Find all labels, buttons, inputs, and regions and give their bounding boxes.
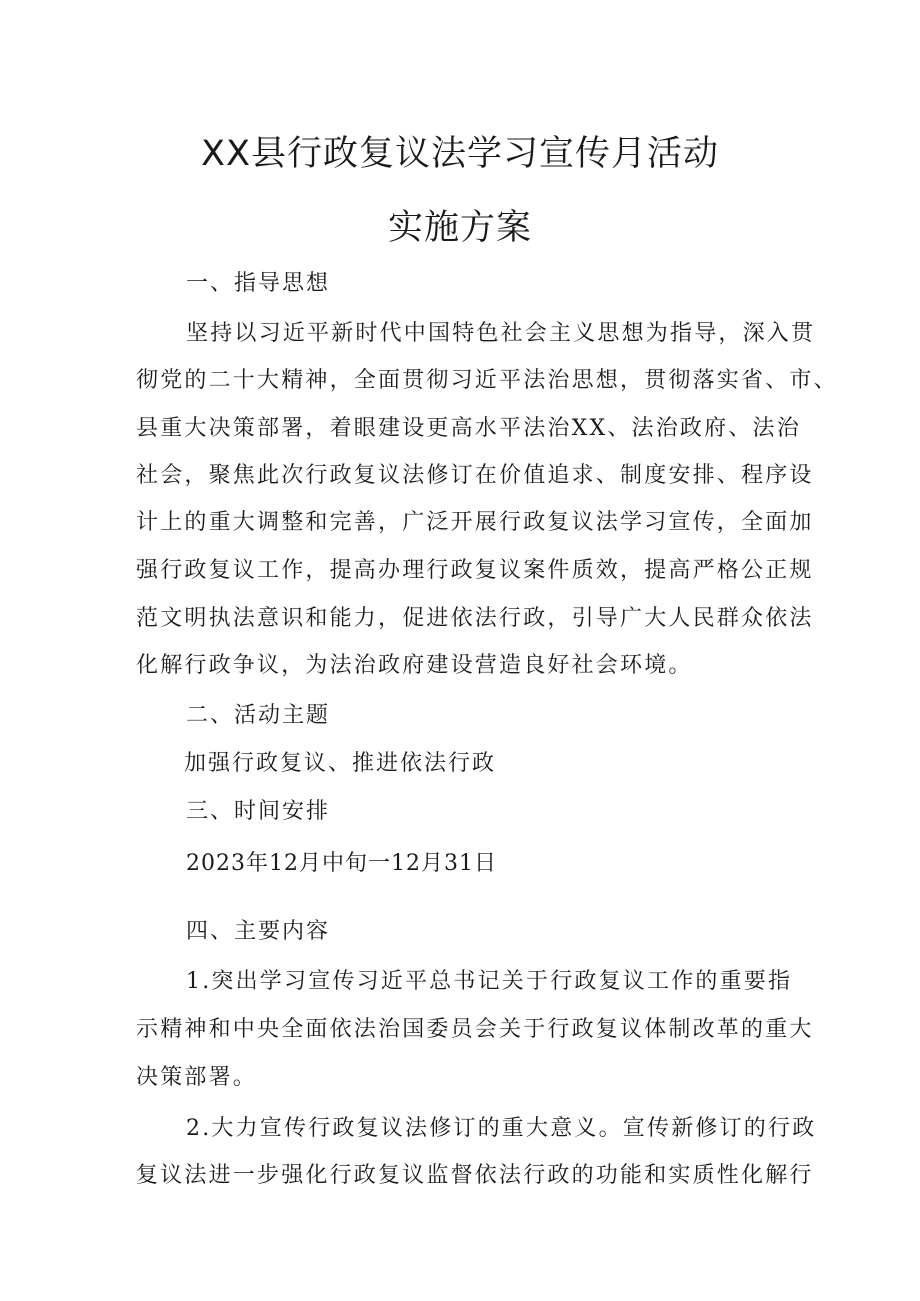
content-item-1-line: 1.突出学习宣传习近平总书记关于行政复议工作的重要指 (186, 969, 793, 994)
section1-line: 彻党的二十大精神，全面贯彻习近平法治思想，贯彻落实省、市、 (136, 368, 838, 393)
section1-line: 县重大决策部署，着眼建设更高水平法治XX、法治政府、法治 (136, 416, 801, 441)
content-item-2-line: 2.大力宣传行政复议法修订的重大意义。宣传新修订的行政 (186, 1116, 817, 1141)
content-item-1-line: 决策部署。 (136, 1065, 258, 1090)
section-heading-main-content: 四、主要内容 (186, 919, 331, 944)
section-heading-schedule: 三、时间安排 (186, 799, 331, 824)
content-item-1-line: 示精神和中央全面依法治国委员会关于行政复议体制改革的重大 (136, 1017, 814, 1042)
section1-line: 强行政复议工作，提高办理行政复议案件质效，提高严格公正规 (136, 558, 814, 583)
activity-theme-text: 加强行政复议、推进依法行政 (184, 751, 497, 776)
section1-line: 化解行政争议，为法治政府建设营造良好社会环境。 (136, 653, 693, 678)
document-subtitle: 实施方案 (387, 208, 532, 248)
section-heading-activity-theme: 二、活动主题 (186, 703, 331, 728)
section1-line: 社会，聚焦此次行政复议法修订在价值追求、制度安排、程序设 (136, 463, 814, 488)
document-title: XX县行政复议法学习宣传月活动 (201, 134, 719, 174)
section1-line: 范文明执法意识和能力，促进依法行政，引导广大人民群众依法 (136, 606, 814, 631)
section1-line: 计上的重大调整和完善，广泛开展行政复议法学习宣传，全面加 (136, 510, 814, 535)
schedule-date-range: 2023年12月中旬一12月31日 (186, 851, 497, 876)
section-heading-guiding-ideology: 一、指导思想 (186, 271, 331, 296)
content-item-2-line: 复议法进一步强化行政复议监督依法行政的功能和实质性化解行 (136, 1163, 814, 1188)
section1-line: 坚持以习近平新时代中国特色社会主义思想为指导，深入贯 (186, 321, 816, 346)
